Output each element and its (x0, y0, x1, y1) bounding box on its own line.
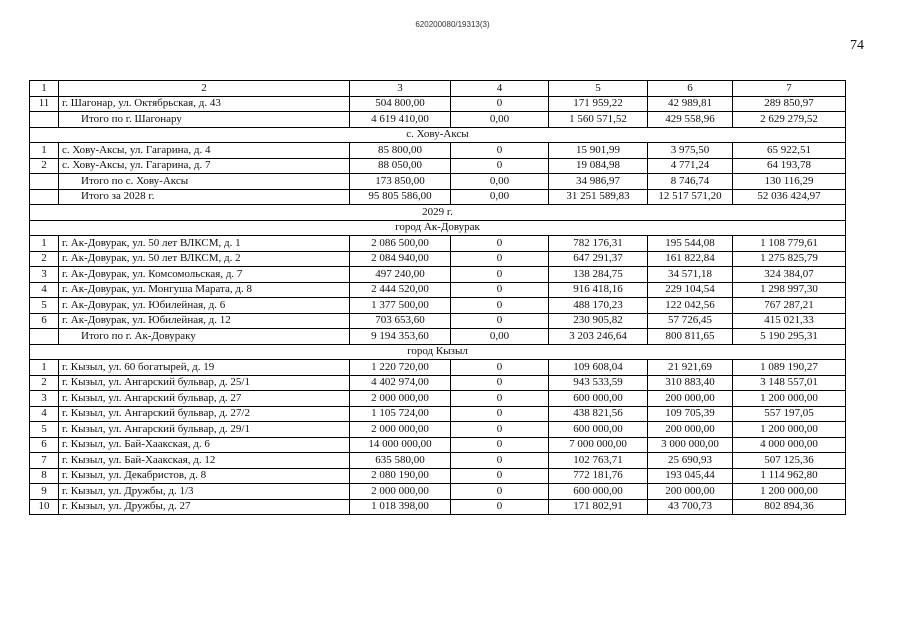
table-row (30, 282, 846, 298)
table-cell: 65 922,51 (733, 143, 846, 159)
table-cell: 438 821,56 (549, 406, 648, 422)
table-cell: 600 000,00 (549, 391, 648, 407)
table-cell: 1 560 571,52 (549, 112, 648, 128)
table-cell: 0,00 (451, 189, 549, 205)
table-row (30, 406, 846, 422)
table-cell: 3 000 000,00 (648, 437, 733, 453)
table-body (30, 81, 846, 515)
table-cell: 1 200 000,00 (733, 422, 846, 438)
table-row (30, 158, 846, 174)
table-cell: 102 763,71 (549, 453, 648, 469)
table-row (30, 360, 846, 376)
table-cell: 488 170,23 (549, 298, 648, 314)
table-row (30, 437, 846, 453)
section-heading: с. Хову-Аксы (30, 127, 846, 143)
table-cell: 647 291,37 (549, 251, 648, 267)
table-cell (30, 329, 59, 345)
header-cell: 1 (30, 81, 59, 97)
table-cell: 429 558,96 (648, 112, 733, 128)
table-cell: 130 116,29 (733, 174, 846, 190)
section-heading-row (30, 220, 846, 236)
table-cell: г. Кызыл, ул. Ангарский бульвар, д. 27/2 (59, 406, 350, 422)
section-heading: 2029 г. (30, 205, 846, 221)
table-cell: 2 629 279,52 (733, 112, 846, 128)
table-cell: 1 018 398,00 (350, 499, 451, 515)
table-cell: 3 975,50 (648, 143, 733, 159)
table-cell: 2 000 000,00 (350, 391, 451, 407)
table-row (30, 267, 846, 283)
table-cell: 802 894,36 (733, 499, 846, 515)
table-cell: 800 811,65 (648, 329, 733, 345)
table-cell: 229 104,54 (648, 282, 733, 298)
table-cell: 916 418,16 (549, 282, 648, 298)
table-cell: Итого по г. Ак-Довураку (59, 329, 350, 345)
table-cell: 34 986,97 (549, 174, 648, 190)
table-cell: 11 (30, 96, 59, 112)
table-cell: 0 (451, 499, 549, 515)
table-cell: 1 298 997,30 (733, 282, 846, 298)
table-cell: 4 (30, 406, 59, 422)
table-row (30, 391, 846, 407)
table-cell: г. Кызыл, ул. Ангарский бульвар, д. 29/1 (59, 422, 350, 438)
header-cell: 7 (733, 81, 846, 97)
table-row (30, 499, 846, 515)
table-cell: г. Кызыл, ул. Ангарский бульвар, д. 25/1 (59, 375, 350, 391)
table-cell: 0 (451, 282, 549, 298)
table-cell: г. Ак-Довурак, ул. Юбилейная, д. 6 (59, 298, 350, 314)
table-cell (30, 112, 59, 128)
total-row (30, 329, 846, 345)
table-cell: 200 000,00 (648, 391, 733, 407)
table-cell: 2 444 520,00 (350, 282, 451, 298)
table-cell: 1 089 190,27 (733, 360, 846, 376)
table-cell: 772 181,76 (549, 468, 648, 484)
table-cell: 171 959,22 (549, 96, 648, 112)
table-row (30, 251, 846, 267)
table-cell: г. Кызыл, ул. Бай-Хаакская, д. 12 (59, 453, 350, 469)
table-cell: 497 240,00 (350, 267, 451, 283)
table-cell: 1 (30, 143, 59, 159)
table-row (30, 298, 846, 314)
table-cell: 1 275 825,79 (733, 251, 846, 267)
document-id: 620200080/19313(3) (415, 20, 490, 29)
header-cell: 3 (350, 81, 451, 97)
table-cell: г. Кызыл, ул. Бай-Хаакская, д. 6 (59, 437, 350, 453)
table-cell: Итого по с. Хову-Аксы (59, 174, 350, 190)
table-cell: Итого за 2028 г. (59, 189, 350, 205)
table-cell: г. Кызыл, ул. 60 богатырей, д. 19 (59, 360, 350, 376)
table-cell: 7 000 000,00 (549, 437, 648, 453)
table-cell: 31 251 589,83 (549, 189, 648, 205)
table-cell: 5 (30, 298, 59, 314)
table-cell: г. Кызыл, ул. Декабристов, д. 8 (59, 468, 350, 484)
table-cell: 21 921,69 (648, 360, 733, 376)
table-cell: 2 084 940,00 (350, 251, 451, 267)
table-cell: 4 619 410,00 (350, 112, 451, 128)
table-cell: с. Хову-Аксы, ул. Гагарина, д. 7 (59, 158, 350, 174)
header-cell: 5 (549, 81, 648, 97)
table-cell: 943 533,59 (549, 375, 648, 391)
table-cell: 0 (451, 251, 549, 267)
table-row (30, 484, 846, 500)
table-cell: 1 200 000,00 (733, 391, 846, 407)
table-cell: 0 (451, 391, 549, 407)
table-cell: г. Кызыл, ул. Дружбы, д. 1/3 (59, 484, 350, 500)
table-cell: Итого по г. Шагонару (59, 112, 350, 128)
total-row (30, 174, 846, 190)
table-cell: 1 114 962,80 (733, 468, 846, 484)
table-cell: 0 (451, 406, 549, 422)
table-cell: 1 108 779,61 (733, 236, 846, 252)
table-cell: 85 800,00 (350, 143, 451, 159)
table-row (30, 468, 846, 484)
table-cell: 507 125,36 (733, 453, 846, 469)
table-cell: 200 000,00 (648, 422, 733, 438)
table-cell: г. Ак-Довурак, ул. 50 лет ВЛКСМ, д. 2 (59, 251, 350, 267)
table-cell: 161 822,84 (648, 251, 733, 267)
table-header-row (30, 81, 846, 97)
table-cell: 0,00 (451, 112, 549, 128)
table-cell: 6 (30, 437, 59, 453)
table-cell: 138 284,75 (549, 267, 648, 283)
table-cell: 4 402 974,00 (350, 375, 451, 391)
table-cell: 3 (30, 267, 59, 283)
table-cell: 5 (30, 422, 59, 438)
table-cell: 0 (451, 158, 549, 174)
section-heading-row (30, 344, 846, 360)
table-cell: 10 (30, 499, 59, 515)
table-cell: 0 (451, 360, 549, 376)
table-cell: 600 000,00 (549, 422, 648, 438)
table-cell: 782 176,31 (549, 236, 648, 252)
header-cell: 6 (648, 81, 733, 97)
table-cell: 0 (451, 313, 549, 329)
total-row (30, 112, 846, 128)
header-cell: 4 (451, 81, 549, 97)
table-cell: 415 021,33 (733, 313, 846, 329)
table-cell: 52 036 424,97 (733, 189, 846, 205)
section-heading: город Ак-Довурак (30, 220, 846, 236)
total-row (30, 189, 846, 205)
table-cell: 1 (30, 236, 59, 252)
table-cell: 43 700,73 (648, 499, 733, 515)
table-cell: 557 197,05 (733, 406, 846, 422)
table-cell: 600 000,00 (549, 484, 648, 500)
table-cell: 324 384,07 (733, 267, 846, 283)
table-cell: г. Ак-Довурак, ул. Комсомольская, д. 7 (59, 267, 350, 283)
table-cell: г. Кызыл, ул. Дружбы, д. 27 (59, 499, 350, 515)
table-cell: 12 517 571,20 (648, 189, 733, 205)
table-cell: с. Хову-Аксы, ул. Гагарина, д. 4 (59, 143, 350, 159)
table-cell: 0 (451, 422, 549, 438)
table-cell: 2 080 190,00 (350, 468, 451, 484)
table-cell: 88 050,00 (350, 158, 451, 174)
table-cell: 200 000,00 (648, 484, 733, 500)
table-cell: 504 800,00 (350, 96, 451, 112)
table-cell: 1 377 500,00 (350, 298, 451, 314)
table-cell: г. Шагонар, ул. Октябрьская, д. 43 (59, 96, 350, 112)
table-cell: 0 (451, 236, 549, 252)
table-cell: 0,00 (451, 174, 549, 190)
table-cell: 0 (451, 375, 549, 391)
table-cell: 2 086 500,00 (350, 236, 451, 252)
table-cell: 193 045,44 (648, 468, 733, 484)
table-cell: 8 746,74 (648, 174, 733, 190)
table-row (30, 143, 846, 159)
table-cell: 42 989,81 (648, 96, 733, 112)
table-cell: 109 608,04 (549, 360, 648, 376)
table-row (30, 422, 846, 438)
table-cell: 2 (30, 158, 59, 174)
table-cell: 9 (30, 484, 59, 500)
table-cell: 0 (451, 468, 549, 484)
table-cell: г. Ак-Довурак, ул. Юбилейная, д. 12 (59, 313, 350, 329)
data-table (29, 80, 846, 515)
table-cell: 635 580,00 (350, 453, 451, 469)
table-cell: 0 (451, 96, 549, 112)
table-cell: 3 (30, 391, 59, 407)
table-cell (30, 189, 59, 205)
table-cell: 0 (451, 267, 549, 283)
table-cell: 2 (30, 251, 59, 267)
table-cell (30, 174, 59, 190)
table-cell: 1 105 724,00 (350, 406, 451, 422)
table-cell: 95 805 586,00 (350, 189, 451, 205)
table-row (30, 375, 846, 391)
table-cell: 0 (451, 484, 549, 500)
table-cell: 7 (30, 453, 59, 469)
table-cell: 171 802,91 (549, 499, 648, 515)
table-row (30, 236, 846, 252)
table-row (30, 453, 846, 469)
section-heading-row (30, 127, 846, 143)
table-cell: 64 193,78 (733, 158, 846, 174)
table-cell: 6 (30, 313, 59, 329)
table-cell: 0 (451, 143, 549, 159)
table-cell: 25 690,93 (648, 453, 733, 469)
table-cell: 195 544,08 (648, 236, 733, 252)
table-cell: 57 726,45 (648, 313, 733, 329)
table-cell: 5 190 295,31 (733, 329, 846, 345)
table-cell: 230 905,82 (549, 313, 648, 329)
table-row (30, 313, 846, 329)
table-cell: 0 (451, 298, 549, 314)
table-row (30, 96, 846, 112)
header-cell: 2 (59, 81, 350, 97)
table-cell: 2 (30, 375, 59, 391)
section-heading-row (30, 205, 846, 221)
table-cell: 1 200 000,00 (733, 484, 846, 500)
table-cell: 310 883,40 (648, 375, 733, 391)
table-cell: 2 000 000,00 (350, 422, 451, 438)
page-number: 74 (850, 38, 864, 53)
table-cell: 4 000 000,00 (733, 437, 846, 453)
table-cell: 0 (451, 437, 549, 453)
table-cell: 19 084,98 (549, 158, 648, 174)
table-cell: 3 203 246,64 (549, 329, 648, 345)
table-cell: 8 (30, 468, 59, 484)
table-cell: 0,00 (451, 329, 549, 345)
table-cell: 15 901,99 (549, 143, 648, 159)
table-cell: 703 653,60 (350, 313, 451, 329)
table-cell: 4 771,24 (648, 158, 733, 174)
table-cell: 9 194 353,60 (350, 329, 451, 345)
table-cell: 3 148 557,01 (733, 375, 846, 391)
table-cell: 34 571,18 (648, 267, 733, 283)
table-cell: г. Ак-Довурак, ул. 50 лет ВЛКСМ, д. 1 (59, 236, 350, 252)
table-cell: 2 000 000,00 (350, 484, 451, 500)
table-cell: 1 220 720,00 (350, 360, 451, 376)
table-cell: 289 850,97 (733, 96, 846, 112)
table-cell: г. Ак-Довурак, ул. Монгуша Марата, д. 8 (59, 282, 350, 298)
table-cell: 14 000 000,00 (350, 437, 451, 453)
table-cell: 0 (451, 453, 549, 469)
table-cell: 173 850,00 (350, 174, 451, 190)
table-cell: 122 042,56 (648, 298, 733, 314)
table-cell: 109 705,39 (648, 406, 733, 422)
table-cell: 1 (30, 360, 59, 376)
table-cell: г. Кызыл, ул. Ангарский бульвар, д. 27 (59, 391, 350, 407)
table-cell: 767 287,21 (733, 298, 846, 314)
table-cell: 4 (30, 282, 59, 298)
section-heading: город Кызыл (30, 344, 846, 360)
